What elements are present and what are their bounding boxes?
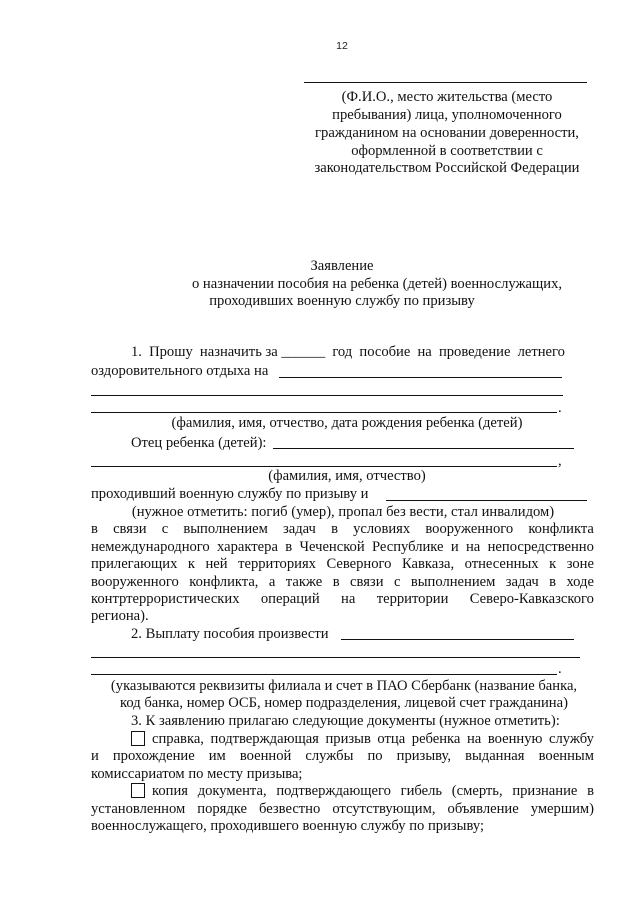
document-subtitle-2: проходивших военную службу по призыву — [209, 293, 475, 309]
payment-details-field-1[interactable] — [341, 639, 574, 640]
doc-certificate-line-2: и прохождение им военной службы по призыву, выданная военным — [91, 748, 594, 764]
doc-death-copy-line-2: установленном порядке безвестно отсутствующим, объявление умершим) — [91, 801, 594, 817]
payment-caption-1: (указываются реквизиты филиала и счет в ПАО Сбербанк (название банка, — [110, 678, 578, 694]
doc-certificate-line-1: справка, подтверждающая призыв отца ребенка на военную службу — [152, 731, 594, 747]
father-name-field-1[interactable] — [273, 448, 574, 449]
conflict-line-1: в связи с выполнением задач в условиях вооруженного конфликта — [91, 521, 594, 537]
doc-death-copy-checkbox[interactable] — [131, 783, 145, 798]
father-name-end-comma: , — [558, 453, 562, 469]
child-info-caption: (фамилия, имя, отчество, дата рождения ребенка (детей) — [171, 415, 523, 431]
header-line-5: законодательством Российской Федерации — [314, 160, 580, 176]
payment-details-field-3[interactable] — [91, 674, 557, 675]
father-label: Отец ребенка (детей): — [131, 435, 267, 451]
child-info-field-1[interactable] — [91, 395, 563, 396]
father-name-field-2[interactable] — [91, 466, 557, 467]
conflict-line-5: контртеррористических операций на территории Северо-Кавказского — [91, 591, 594, 607]
document-subtitle-1: о назначении пособия на ребенка (детей) военнослужащих, — [191, 276, 563, 292]
payment-details-end-period: . — [558, 661, 562, 677]
document-title: Заявление — [310, 258, 374, 274]
served-status-caption: (нужное отметить: погиб (умер), пропал без вести, стал инвалидом) — [131, 504, 555, 520]
doc-certificate-checkbox[interactable] — [131, 731, 145, 746]
doc-death-copy-line-3: военнослужащего, проходившего военную службу по призыву; — [91, 818, 485, 834]
header-line-2: пребывания) лица, уполномоченного — [332, 107, 562, 123]
child-info-end-period: . — [558, 400, 562, 416]
doc-death-copy-line-1: копия документа, подтверждающего гибель (смерть, признание в — [152, 783, 594, 799]
header-line-1: (Ф.И.О., место жительства (место — [341, 89, 553, 105]
child-info-field-2[interactable] — [91, 412, 557, 413]
conflict-line-6: региона). — [91, 608, 149, 624]
conflict-line-4: вооруженного конфликта, а также в связи с выполнением задач в ходе — [91, 574, 594, 590]
rest-location-field[interactable] — [279, 377, 562, 378]
header-line-3: гражданином на основании доверенности, — [315, 125, 579, 141]
documents-intro: 3. К заявлению прилагаю следующие документы (нужное отметить): — [131, 713, 560, 729]
served-label: проходивший военную службу по призыву и — [91, 486, 369, 502]
doc-certificate-line-3: комиссариатом по месту призыва; — [91, 766, 303, 782]
header-signature-line — [304, 82, 587, 83]
payment-details-field-2[interactable] — [91, 657, 580, 658]
payment-caption-2: код банка, номер ОСБ, номер подразделения, лицевой счет гражданина) — [120, 695, 568, 711]
conflict-line-3: прилегающих к ней территориях Северного Кавказа, отнесенных к зоне — [91, 556, 594, 572]
payment-label: 2. Выплату пособия произвести — [131, 626, 329, 642]
p1-line-1: 1. Прошу назначить за ______ год пособие на проведение летнего — [131, 344, 565, 360]
conflict-line-2: немеждународного характера в Чеченской Республике и на непосредственно — [91, 539, 594, 555]
header-line-4: оформленной в соответствии с — [351, 143, 543, 159]
page-number: 12 — [336, 40, 348, 52]
father-name-caption: (фамилия, имя, отчество) — [268, 468, 426, 484]
p1-line-2-label: оздоровительного отдыха на — [91, 363, 269, 379]
served-status-field[interactable] — [386, 500, 587, 501]
